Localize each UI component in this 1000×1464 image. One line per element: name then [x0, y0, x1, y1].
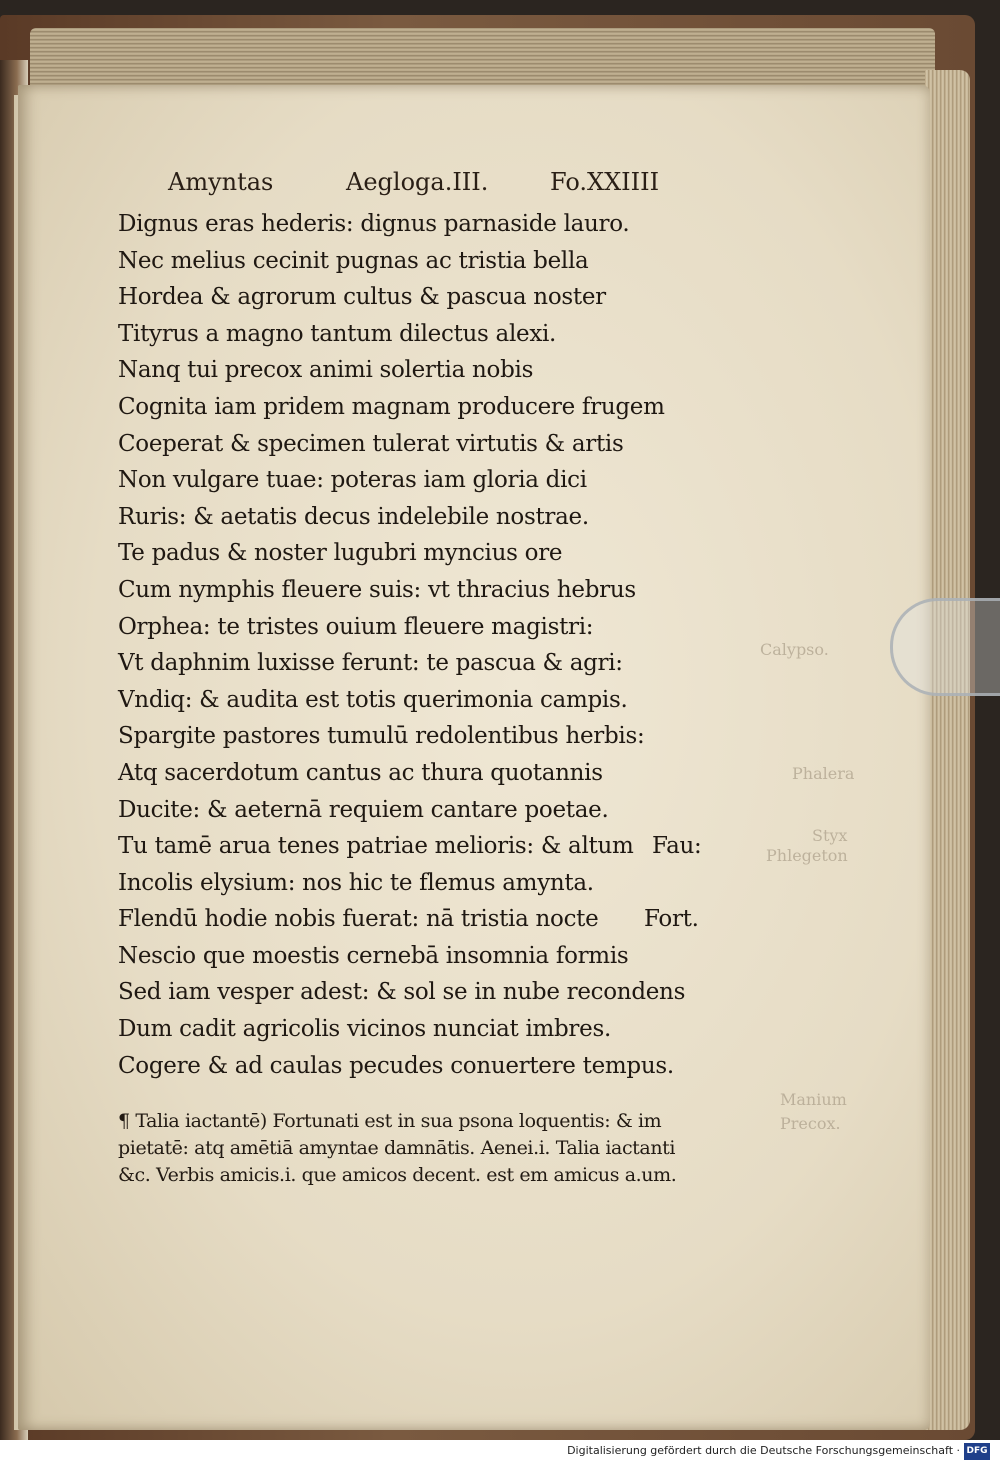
speaker-label-faustus: Fau: [652, 833, 702, 860]
verse-line: Nec melius cecinit pugnas ac tristia bella [118, 247, 589, 274]
verse-text-span: Tu tamē arua tenes patriae melioris: & altum [118, 833, 634, 860]
verse-line: Hordea & agrorum cultus & pascua noster [118, 284, 606, 311]
verse-line: Te padus & noster lugubri myncius ore [118, 540, 563, 567]
commentary-line: pietatē: atq amētiā amyntae damnātis. Aenei.i. Talia iactanti [118, 1137, 676, 1159]
verse-line: Incolis elysium: nos hic te flemus amynta. [118, 869, 594, 896]
verse-text-span: Flendū hodie nobis fuerat: nā tristia nocte [118, 906, 599, 933]
verse-line-with-speaker [118, 901, 738, 938]
margin-note: Phalera [792, 764, 855, 783]
verse-line: Vt daphnim luxisse ferunt: te pascua & agri: [118, 650, 623, 677]
verse-line: Dum cadit agricolis vicinos nunciat imbres. [118, 1016, 611, 1043]
page-clip [890, 598, 1000, 696]
verse-line: Nanq tui precox animi solertia nobis [118, 357, 534, 384]
verse-line: Cogere & ad caulas pecudes conuertere tempus. [118, 1052, 674, 1079]
verse-line: Sed iam vesper adest: & sol se in nube recondens [118, 979, 686, 1006]
commentary-line: ¶ Talia iactantē) Fortunati est in sua psona loquentis: & im [118, 1110, 662, 1132]
verse-line: Dignus eras hederis: dignus parnaside lauro. [118, 211, 630, 237]
running-header [168, 168, 688, 204]
folio-number: Fo.XXIIII [550, 168, 660, 196]
verse-line: Tityrus a magno tantum dilectus alexi. [118, 320, 557, 347]
verse-line: Ruris: & aetatis decus indelebile nostrae. [118, 503, 589, 530]
verse-line: Spargite pastores tumulū redolentibus herbis: [118, 723, 645, 750]
verse-line: Orphea: te tristes ouium fleuere magistri: [118, 613, 594, 640]
commentary-line: &c. Verbis amicis.i. que amicos decent. est em amicus a.um. [118, 1164, 677, 1186]
margin-note: Manium [780, 1090, 847, 1109]
verse-line: Non vulgare tuae: poteras iam gloria dici [118, 467, 587, 494]
verse-text [118, 206, 738, 1084]
dfg-logo-icon: DFG [964, 1443, 990, 1460]
header-title: Amyntas [168, 168, 274, 196]
funding-credit: Digitalisierung gefördert durch die Deutsche Forschungsgemeinschaft · [567, 1444, 960, 1457]
speaker-label-fortunatus: Fort. [644, 906, 699, 933]
verse-line: Coeperat & specimen tulerat virtutis & artis [118, 430, 624, 457]
footer-bar [0, 1440, 1000, 1464]
header-eclogue: Aegloga.III. [346, 168, 489, 196]
verse-line: Vndiq: & audita est totis querimonia campis. [118, 686, 628, 713]
verse-line: Cognita iam pridem magnam producere frugem [118, 393, 665, 420]
commentary-block [118, 1108, 738, 1189]
margin-note: Calypso. [760, 640, 829, 659]
margin-note: Phlegeton [766, 846, 848, 865]
verse-line-with-speaker [118, 828, 738, 865]
verse-line: Cum nymphis fleuere suis: vt thracius hebrus [118, 576, 636, 603]
margin-note: Precox. [780, 1114, 841, 1133]
margin-note: Styx [812, 826, 848, 845]
verse-line: Ducite: & aeternā requiem cantare poetae. [118, 796, 609, 823]
page-stack-right [925, 70, 970, 1430]
verse-line: Atq sacerdotum cantus ac thura quotannis [118, 759, 603, 786]
verse-line: Nescio que moestis cernebā insomnia formis [118, 942, 629, 969]
